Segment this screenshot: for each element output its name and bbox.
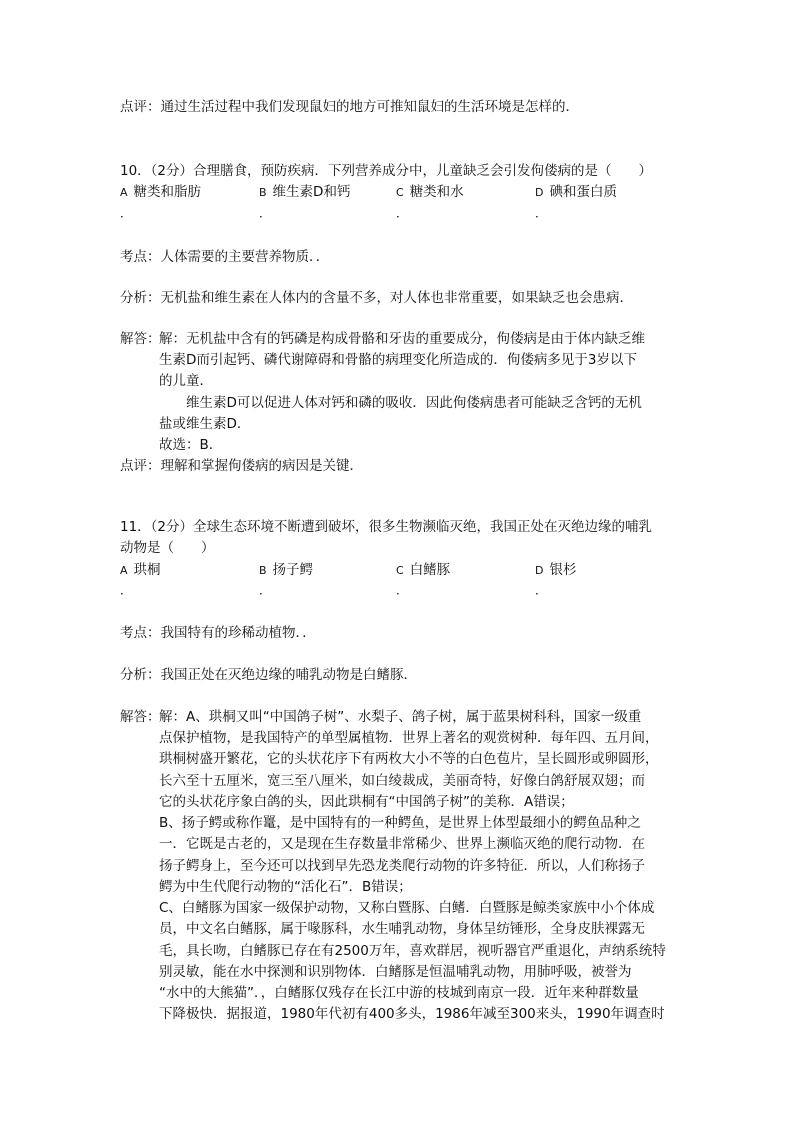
q11-option-c-text: 白鳍豚 [409,562,451,578]
q11-jieda-line-9: 鳄为中生代爬行动物的“活化石”．B错误； [159,879,412,895]
q11-option-a-dot: ． [120,583,133,597]
q10-option-d-dot: ． [535,206,548,220]
q11-jieda-line-2: 点保护植物，是我国特产的单型属植物．世界上著名的观赏树种．每年四、五月间， [159,730,659,746]
q11-option-d-letter: D [535,564,544,577]
q11-option-b-letter: B [259,564,267,577]
q11-option-a-letter: A [120,564,128,577]
q10-option-c-text: 糖类和水 [409,184,464,200]
q11-option-a[interactable] [120,559,161,582]
q10-option-d[interactable] [535,181,617,204]
q11-jieda-line-7: 一．它既是古老的，又是现在生存数量非常稀少、世界上濒临灭绝的爬行动物．在 [159,836,645,852]
q10-jieda-line-1: 解：无机盐中含有的钙磷是构成骨骼和牙齿的重要成分，佝偻病是由于体内缺乏维 [159,331,645,347]
q10-jieda-label: 解答： [120,331,161,347]
q11-jieda-line-3: 珙桐树盛开繁花，它的头状花序下有两枚大小不等的白色苞片，呈长圆形或卵圆形， [159,751,659,767]
q10-jieda-line-4: 维生素D可以促进人体对钙和磷的吸收．因此佝偻病患者可能缺乏含钙的无机 [159,395,642,411]
q11-option-b[interactable] [259,559,313,582]
q11-jieda-line-13: 别灵敏，能在水中探测和识别物体．白鳍豚是恒温哺乳动物，用肺呼吸，被誉为 [159,964,632,980]
q10-option-b-text: 维生素D和钙 [272,184,351,200]
q11-fenxi: 分析：我国正处在灭绝边缘的哺乳动物是白鳍豚． [120,667,417,683]
q10-option-b[interactable] [259,181,350,204]
q10-option-d-letter: D [535,186,544,199]
q11-option-b-text: 扬子鳄 [272,562,314,578]
q10-option-d-text: 碘和蛋白质 [549,184,617,200]
q10-option-a-text: 糖类和脂肪 [133,184,202,200]
q10-option-b-dot: ． [259,206,272,220]
q11-option-b-dot: ． [259,583,272,597]
q11-jieda-line-11: 员，中文名白鳍豚，属于喙豚科，水生哺乳动物，身体呈纺锤形，全身皮肤裸露无 [159,921,645,937]
q10-kaodian: 考点：人体需要的主要营养物质．． [120,249,330,265]
q11-jieda-line-5: 它的头状花序象白鸽的头，因此珙桐有“中国鸽子树”的美称．A错误； [159,794,574,810]
q11-stem-line-1: 11．（2分）全球生态环境不断遭到破坏，很多生物濒临灭绝，我国正处在灭绝边缘的哺乳 [120,519,653,535]
q9-comment: 点评：通过生活过程中我们发现鼠妇的地方可推知鼠妇的生活环境是怎样的． [120,99,579,115]
q10-option-b-letter: B [259,186,267,199]
q11-jieda-line-12: 毛，具长吻，白鳍豚已存在有2500万年，喜欢群居，视听器官严重退化，声纳系统特 [159,943,666,959]
q11-jieda-line-1: 解：A、珙桐又叫“中国鸽子树”、水梨子、鸽子树，属于蓝果树科科，国家一级重 [159,709,642,725]
q11-jieda-line-10: C、白鳍豚为国家一级保护动物，又称白暨豚、白鳍．白暨豚是鲸类家族中小个体成 [159,900,655,916]
q10-option-a[interactable] [120,181,201,204]
q10-jieda-line-3: 的儿童． [159,373,213,389]
q11-jieda-line-15: 下降极快．据报道，1980年代初有400多头，1986年减至300来头，1990年调查时 [159,1006,665,1022]
q11-option-d-dot: ． [535,583,548,597]
q11-option-c-letter: C [396,564,404,577]
q11-option-c[interactable] [396,559,450,582]
q11-stem-line-2: 动物是（ ） [120,540,215,556]
q10-option-c-letter: C [396,186,404,199]
q11-jieda-line-14: “水中的大熊猫”．，白鳍豚仅残存在长江中游的枝城到南京一段．近年来种群数量 [159,985,639,1001]
q10-jieda-line-2: 生素D而引起钙、磷代谢障碍和骨骼的病理变化所造成的．佝偻病多见于3岁以下 [159,352,637,368]
q10-option-c-dot: ． [396,206,409,220]
q11-option-d-text: 银杉 [549,562,577,578]
q10-option-a-letter: A [120,186,128,199]
q10-jieda-line-6: 故选：B． [159,437,223,453]
q11-option-a-text: 珙桐 [133,562,161,578]
q10-dianping: 点评：理解和掌握佝偻病的病因是关键． [120,458,363,474]
q11-jieda-line-8: 扬子鳄身上，至今还可以找到早先恐龙类爬行动物的许多特征．所以，人们称扬子 [159,858,645,874]
q10-fenxi: 分析：无机盐和维生素在人体内的含量不多，对人体也非常重要，如果缺乏也会患病． [120,290,633,306]
q10-option-a-dot: ． [120,206,133,220]
q11-jieda-label: 解答： [120,709,161,725]
q10-stem: 10．（2分）合理膳食，预防疾病．下列营养成分中，儿童缺乏会引发佝偻病的是（ ） [120,163,653,179]
q10-jieda-line-5: 盐或维生素D． [159,416,251,432]
q11-option-d[interactable] [535,559,576,582]
q11-jieda-line-6: B、扬子鳄或称作鼍，是中国特有的一种鳄鱼，是世界上体型最细小的鳄鱼品种之 [159,815,641,831]
q11-jieda-line-4: 长六至十五厘米，宽三至八厘米，如白绫裁成，美丽奇特，好像白鸽舒展双翅；而 [159,773,645,789]
q11-option-c-dot: ． [396,583,409,597]
q11-kaodian: 考点：我国特有的珍稀动植物．． [120,625,316,641]
q10-option-c[interactable] [396,181,464,204]
